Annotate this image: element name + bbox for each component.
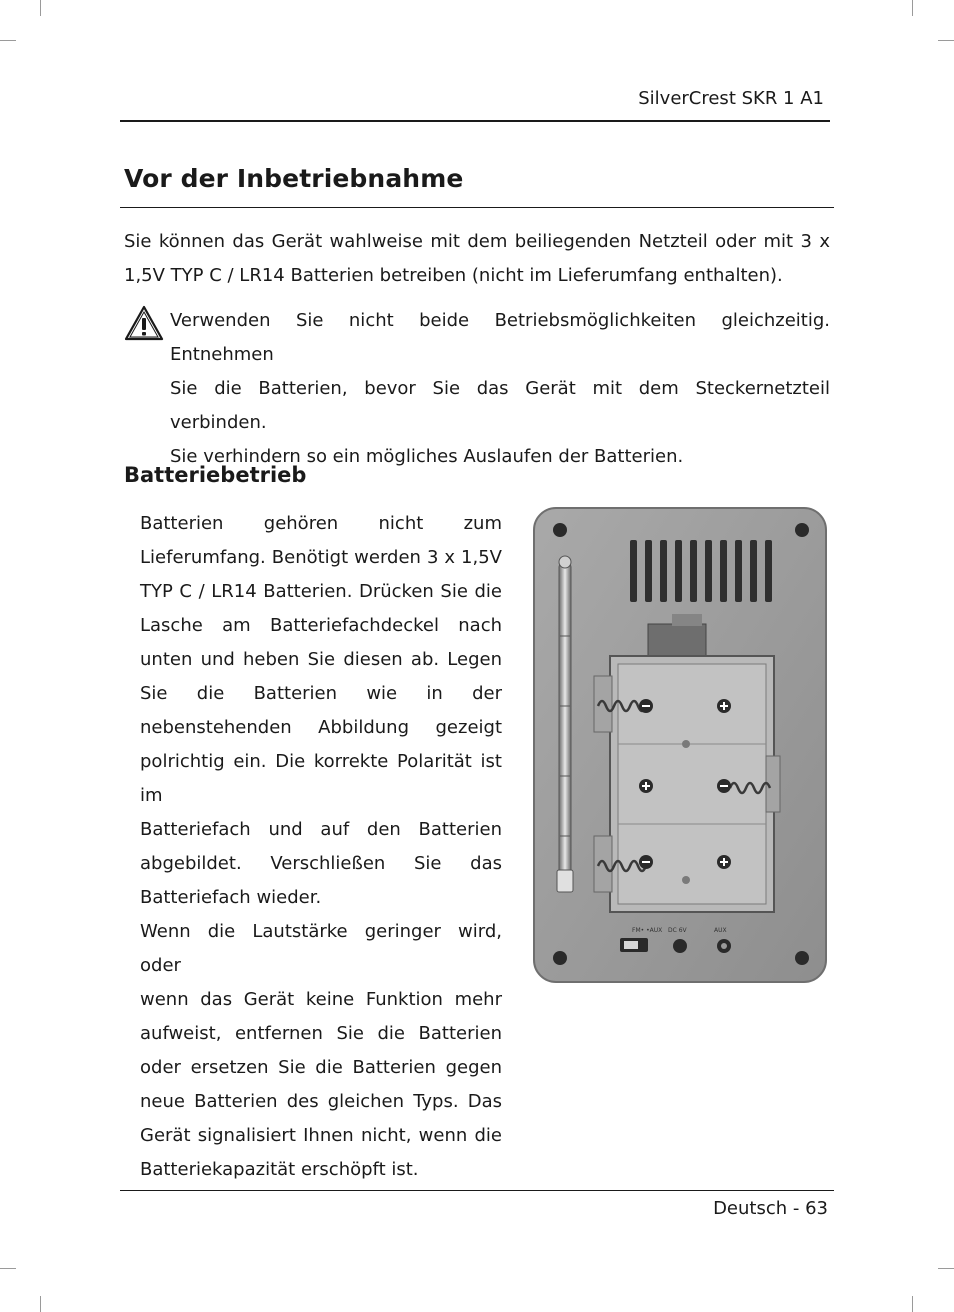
battery-text-line: aufweist, entfernen Sie die Batterien bbox=[140, 1023, 502, 1044]
page-number: Deutsch - 63 bbox=[713, 1198, 828, 1219]
warning-line: Verwenden Sie nicht beide Betriebsmöglichkeiten gleichzeitig. Entnehmen bbox=[170, 310, 830, 365]
battery-text-line: Batterien gehören nicht zum bbox=[140, 513, 502, 534]
intro-paragraph bbox=[124, 225, 830, 293]
battery-text-line: Sie die Batterien wie in der bbox=[140, 683, 502, 704]
battery-text-line: polrichtig ein. Die korrekte Polarität ist im bbox=[140, 751, 502, 806]
battery-text-line: neue Batterien des gleichen Typs. Das bbox=[140, 1091, 502, 1112]
battery-text-line: Batteriefach und auf den Batterien bbox=[140, 819, 502, 840]
dc-label: DC 6V bbox=[668, 927, 687, 934]
footer-rule bbox=[120, 1190, 834, 1191]
running-header: SilverCrest SKR 1 A1 bbox=[638, 88, 824, 109]
section-title: Vor der Inbetriebnahme bbox=[124, 164, 464, 193]
battery-text-line: Wenn die Lautstärke geringer wird, oder bbox=[140, 921, 502, 976]
crop-mark bbox=[912, 1296, 913, 1312]
warning-line: Sie die Batterien, bevor Sie das Gerät mit dem Steckernetzteil verbinden. bbox=[170, 378, 830, 433]
battery-text-line: nebenstehenden Abbildung gezeigt bbox=[140, 717, 502, 738]
battery-text-line: unten und heben Sie diesen ab. Legen bbox=[140, 649, 502, 670]
battery-text-line: TYP C / LR14 Batterien. Drücken Sie die bbox=[140, 581, 502, 602]
battery-text-line: Batteriekapazität erschöpft ist. bbox=[140, 1159, 419, 1180]
crop-mark bbox=[938, 1268, 954, 1269]
crop-mark bbox=[0, 40, 16, 41]
subsection-title: Batteriebetrieb bbox=[124, 463, 307, 487]
battery-text-line: Gerät signalisiert Ihnen nicht, wenn die bbox=[140, 1125, 502, 1146]
battery-text-line: Batteriefach wieder. bbox=[140, 887, 322, 908]
warning-line: Sie verhindern so ein mögliches Auslaufen der Batterien. bbox=[170, 446, 684, 467]
crop-mark bbox=[912, 0, 913, 16]
crop-mark bbox=[938, 40, 954, 41]
crop-mark bbox=[40, 1296, 41, 1312]
battery-text-line: abgebildet. Verschließen Sie das bbox=[140, 853, 502, 874]
intro-line: 1,5V TYP C / LR14 Batterien betreiben (nicht im Lieferumfang enthalten). bbox=[124, 265, 783, 286]
battery-text-line: wenn das Gerät keine Funktion mehr bbox=[140, 989, 502, 1010]
battery-paragraph bbox=[140, 507, 502, 1187]
header-rule bbox=[120, 120, 830, 122]
warning-paragraph bbox=[170, 304, 830, 474]
crop-mark bbox=[0, 1268, 16, 1269]
crop-mark bbox=[40, 0, 41, 16]
intro-line: Sie können das Gerät wahlweise mit dem beiliegenden Netzteil oder mit 3 x bbox=[124, 231, 830, 252]
battery-text-line: Lasche am Batteriefachdeckel nach bbox=[140, 615, 502, 636]
switch-label: FM• •AUX bbox=[632, 927, 663, 934]
warning-triangle-icon bbox=[124, 305, 164, 341]
aux-label: AUX bbox=[714, 927, 727, 934]
battery-text-line: oder ersetzen Sie die Batterien gegen bbox=[140, 1057, 502, 1078]
section-rule bbox=[120, 207, 834, 208]
battery-text-line: Lieferumfang. Benötigt werden 3 x 1,5V bbox=[140, 547, 502, 568]
battery-compartment-illustration bbox=[532, 506, 828, 984]
